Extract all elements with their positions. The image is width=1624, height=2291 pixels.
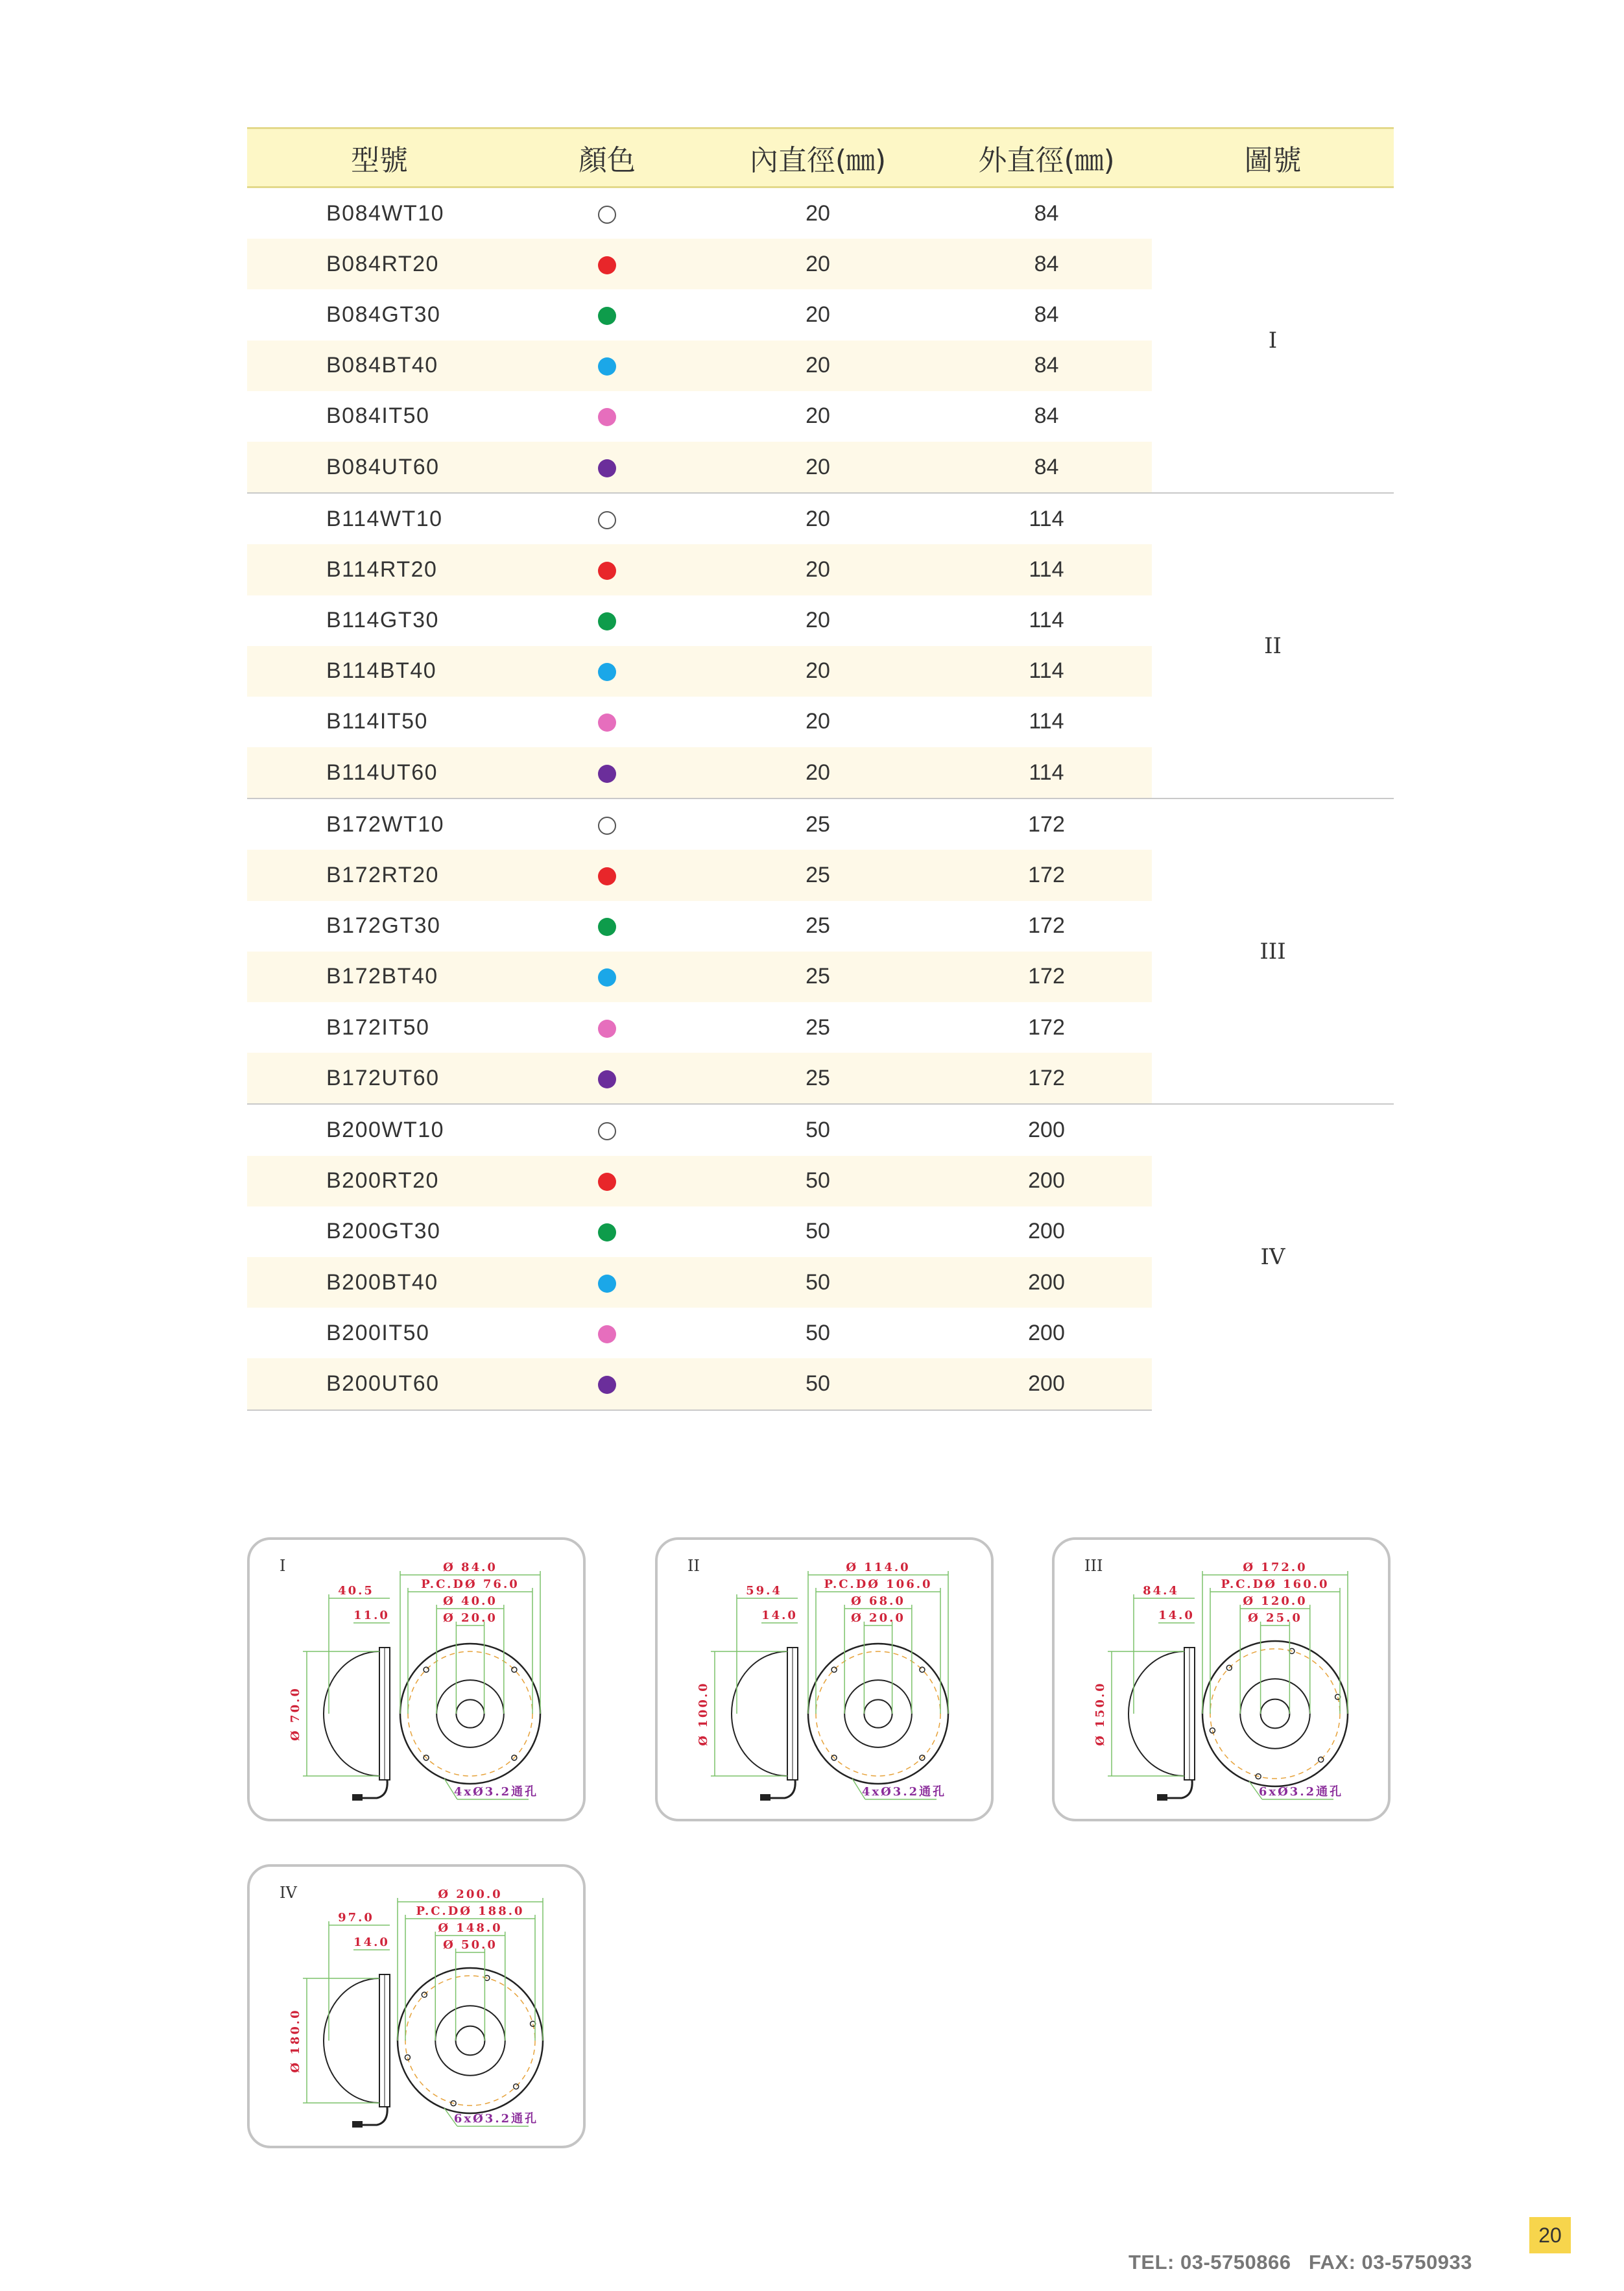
model-cell: B200BT40 [247, 1257, 519, 1308]
dome-outline [324, 1651, 379, 1776]
pink-color-dot [598, 408, 616, 426]
header-inner-diameter: 內直徑(㎜) [695, 128, 941, 187]
inner-diameter-cell: 50 [695, 1257, 941, 1308]
figure-cell: III [1152, 798, 1394, 1104]
outer-diameter-cell: 200 [941, 1358, 1152, 1409]
pcd-circle [816, 1651, 940, 1776]
table-row [247, 493, 1394, 544]
green-color-dot [598, 1223, 616, 1241]
inner-diameter-cell: 20 [806, 302, 830, 327]
color-cell [519, 646, 695, 697]
blue-color-dot [598, 357, 616, 376]
color-cell [519, 1156, 695, 1206]
model-cell: B200RT20 [247, 1156, 519, 1206]
dome-outline [1128, 1651, 1184, 1776]
model-cell: B114UT60 [247, 747, 519, 798]
mount-hole [424, 1667, 429, 1672]
outer-diameter-cell: 84 [941, 239, 1152, 289]
model-cell: B114GT30 [326, 608, 439, 633]
model-cell: B084GT30 [326, 302, 441, 327]
outer-diameter-cell: 172 [1028, 913, 1065, 939]
mount-hole [512, 1667, 517, 1672]
dome-outline [324, 1978, 379, 2103]
white-color-dot [598, 817, 616, 835]
drawing-figure-label: I [280, 1557, 286, 1575]
red-color-dot [598, 562, 616, 580]
mount-hole [831, 1667, 837, 1672]
color-cell [519, 544, 695, 595]
pcd-dim: P.C.DØ 160.0 [1221, 1577, 1330, 1591]
depth-dim: 84.4 [1143, 1584, 1179, 1598]
mid-ring [436, 1680, 504, 1747]
model-cell: B200IT50 [326, 1320, 430, 1345]
drawing-figure-label: III [1084, 1557, 1103, 1575]
color-cell [519, 289, 695, 340]
inner-diameter-cell: 20 [806, 709, 830, 734]
inner-diameter-cell: 20 [695, 493, 941, 544]
mid-diameter-dim: Ø 40.0 [443, 1594, 497, 1608]
red-color-dot [598, 867, 616, 885]
figure-cell: IV [1152, 1104, 1394, 1409]
inner-diameter-cell: 50 [695, 1104, 941, 1155]
inner-diameter-cell: 20 [695, 239, 941, 289]
model-cell: B084BT40 [247, 341, 519, 391]
purple-color-dot [598, 459, 616, 477]
model-cell: B172RT20 [247, 850, 519, 900]
figure-cell: I [1152, 187, 1394, 494]
connector-icon [1157, 1794, 1167, 1801]
model-cell: B200UT60 [247, 1358, 519, 1409]
pcd-circle [405, 1976, 535, 2105]
drawing-svg [1055, 1540, 1391, 1821]
mount-hole [1319, 1757, 1324, 1762]
outer-ring [1202, 1641, 1348, 1786]
table-row [247, 187, 1394, 239]
outer-diameter-cell: 114 [941, 747, 1152, 798]
model-cell: B200GT30 [326, 1219, 441, 1244]
color-cell [519, 1257, 695, 1308]
mid-ring [435, 2006, 505, 2076]
outer-diameter-cell: 172 [1028, 1014, 1065, 1040]
drawing-figure-label: IV [280, 1884, 297, 1902]
height-dim: Ø 180.0 [289, 2008, 302, 2073]
color-cell [519, 1053, 695, 1104]
outer-diameter-cell: 172 [941, 850, 1152, 900]
color-cell [519, 391, 695, 442]
blue-color-dot [598, 1275, 616, 1293]
connector-icon [352, 2121, 363, 2128]
inner-diameter-cell: 20 [695, 646, 941, 697]
inner-diameter-dim: Ø 50.0 [443, 1938, 497, 1952]
pcd-dim: P.C.DØ 106.0 [824, 1577, 933, 1591]
outer-diameter-cell: 200 [941, 1257, 1152, 1308]
model-cell: B114WT10 [247, 493, 519, 544]
dome-outline [732, 1651, 787, 1776]
outer-diameter-cell: 114 [941, 544, 1152, 595]
pink-color-dot [598, 1325, 616, 1343]
page-number: 20 [1529, 2217, 1571, 2253]
outer-diameter-dim: Ø 114.0 [846, 1561, 911, 1574]
drawing-svg [658, 1540, 994, 1821]
purple-color-dot [598, 765, 616, 783]
inner-diameter-cell: 20 [695, 442, 941, 493]
outer-diameter-cell: 84 [941, 442, 1152, 493]
inner-diameter-cell: 50 [806, 1320, 830, 1345]
inner-hole [864, 1699, 892, 1727]
inner-diameter-cell: 20 [695, 544, 941, 595]
model-cell: B114BT40 [247, 646, 519, 697]
spec-table [247, 127, 1394, 1411]
model-cell: B084UT60 [247, 442, 519, 493]
depth-dim: 97.0 [338, 1911, 374, 1925]
pcd-circle [1210, 1649, 1340, 1779]
outer-diameter-cell: 84 [1034, 302, 1059, 327]
inner-diameter-cell: 25 [695, 798, 941, 850]
white-color-dot [598, 206, 616, 224]
mid-ring [1240, 1679, 1310, 1749]
holes-callout: 6xØ3.2通孔 [453, 2112, 539, 2126]
technical-drawing-1 [247, 1537, 586, 1821]
color-cell [519, 901, 695, 952]
color-cell [519, 187, 695, 239]
color-cell [519, 747, 695, 798]
outer-diameter-dim: Ø 200.0 [438, 1888, 503, 1901]
outer-diameter-cell: 200 [1028, 1219, 1065, 1244]
color-cell [519, 1308, 695, 1358]
outer-diameter-cell: 172 [941, 798, 1152, 850]
depth-dim: 40.5 [338, 1584, 374, 1598]
technical-drawing-2 [655, 1537, 994, 1821]
blue-color-dot [598, 968, 616, 987]
inner-diameter-dim: Ø 25.0 [1248, 1611, 1302, 1625]
red-color-dot [598, 1173, 616, 1191]
holes-callout: 6xØ3.2通孔 [1258, 1785, 1344, 1799]
color-cell [519, 493, 695, 544]
color-cell [519, 697, 695, 747]
color-cell [519, 1358, 695, 1409]
model-cell: B114IT50 [326, 709, 428, 734]
holes-callout: 4xØ3.2通孔 [861, 1785, 947, 1799]
depth-dim: 59.4 [746, 1584, 782, 1598]
inner-diameter-dim: Ø 20.0 [443, 1611, 497, 1625]
outer-diameter-cell: 84 [941, 341, 1152, 391]
white-color-dot [598, 1122, 616, 1140]
inner-diameter-cell: 20 [806, 403, 830, 429]
outer-ring [398, 1968, 543, 2113]
header-outer-diameter: 外直徑(㎜) [941, 128, 1152, 187]
technical-drawing-4 [247, 1864, 586, 2148]
inner-diameter-cell: 50 [695, 1358, 941, 1409]
connector-icon [760, 1794, 770, 1801]
color-cell [519, 239, 695, 289]
flange-dim: 14.0 [761, 1609, 798, 1622]
outer-diameter-dim: Ø 172.0 [1243, 1561, 1308, 1574]
flange-dim: 14.0 [1158, 1609, 1195, 1622]
mount-hole [514, 2084, 519, 2089]
outer-diameter-cell: 200 [1028, 1320, 1065, 1345]
color-cell [519, 442, 695, 493]
outer-diameter-cell: 84 [1034, 200, 1059, 226]
outer-diameter-cell: 200 [941, 1104, 1152, 1155]
inner-diameter-cell: 25 [695, 850, 941, 900]
outer-diameter-cell: 114 [941, 493, 1152, 544]
pcd-circle [408, 1651, 532, 1776]
pcd-dim: P.C.DØ 188.0 [416, 1904, 525, 1918]
pink-color-dot [598, 1020, 616, 1038]
mid-ring [844, 1680, 912, 1747]
table-header-row [247, 128, 1394, 187]
outer-diameter-cell: 172 [941, 1053, 1152, 1104]
holes-callout: 4xØ3.2通孔 [453, 1785, 539, 1799]
inner-diameter-cell: 20 [695, 341, 941, 391]
outer-diameter-cell: 172 [941, 952, 1152, 1002]
inner-diameter-cell: 50 [695, 1156, 941, 1206]
red-color-dot [598, 256, 616, 274]
blue-color-dot [598, 663, 616, 681]
height-dim: Ø 70.0 [289, 1686, 302, 1741]
contact-line: TEL: 03-5750866 FAX: 03-5750933 [1128, 2251, 1473, 2273]
inner-diameter-cell: 20 [695, 747, 941, 798]
inner-diameter-cell: 25 [695, 1053, 941, 1104]
color-cell [519, 850, 695, 900]
inner-hole [456, 1699, 484, 1727]
inner-diameter-cell: 20 [806, 608, 830, 633]
header-color: 顏色 [519, 128, 695, 187]
header-figure: 圖號 [1152, 128, 1394, 187]
model-cell: B172WT10 [247, 798, 519, 850]
color-cell [519, 1206, 695, 1257]
mid-diameter-dim: Ø 148.0 [438, 1921, 503, 1935]
model-cell: B084WT10 [326, 200, 445, 226]
table-row [247, 1104, 1394, 1155]
white-color-dot [598, 511, 616, 529]
inner-diameter-cell: 25 [806, 1014, 830, 1040]
outer-diameter-cell: 114 [941, 646, 1152, 697]
inner-hole [456, 2026, 485, 2056]
outer-diameter-cell: 114 [1029, 709, 1064, 734]
model-cell: B172GT30 [326, 913, 441, 939]
header-model: 型號 [247, 128, 519, 187]
inner-diameter-cell: 25 [695, 952, 941, 1002]
mount-hole [920, 1667, 925, 1672]
inner-diameter-cell: 20 [806, 200, 830, 226]
pcd-dim: P.C.DØ 76.0 [421, 1577, 519, 1591]
model-cell: B084RT20 [247, 239, 519, 289]
color-cell [519, 798, 695, 850]
outer-diameter-cell: 114 [1029, 608, 1064, 633]
flange-dim: 14.0 [353, 1936, 390, 1949]
outer-diameter-cell: 200 [941, 1156, 1152, 1206]
model-cell: B172BT40 [247, 952, 519, 1002]
outer-diameter-cell: 84 [1034, 403, 1059, 429]
connector-icon [352, 1794, 363, 1801]
drawing-svg [250, 1867, 586, 2148]
model-cell: B172IT50 [326, 1014, 430, 1040]
model-cell: B084IT50 [326, 403, 430, 429]
outer-ring [808, 1644, 948, 1784]
color-cell [519, 1104, 695, 1155]
model-cell: B200WT10 [247, 1104, 519, 1155]
outer-diameter-dim: Ø 84.0 [443, 1561, 497, 1574]
green-color-dot [598, 918, 616, 936]
pink-color-dot [598, 714, 616, 732]
drawing-figure-label: II [687, 1557, 700, 1575]
color-cell [519, 952, 695, 1002]
color-cell [519, 341, 695, 391]
purple-color-dot [598, 1376, 616, 1394]
mid-diameter-dim: Ø 120.0 [1243, 1594, 1308, 1608]
color-cell [519, 1002, 695, 1053]
table-body [247, 187, 1394, 1410]
mid-diameter-dim: Ø 68.0 [851, 1594, 905, 1608]
technical-drawing-3 [1052, 1537, 1391, 1821]
model-cell: B114RT20 [247, 544, 519, 595]
color-cell [519, 595, 695, 646]
inner-diameter-cell: 25 [806, 913, 830, 939]
inner-diameter-cell: 50 [806, 1219, 830, 1244]
height-dim: Ø 100.0 [697, 1681, 710, 1746]
inner-diameter-dim: Ø 20.0 [851, 1611, 905, 1625]
green-color-dot [598, 612, 616, 630]
inner-hole [1261, 1699, 1290, 1729]
height-dim: Ø 150.0 [1093, 1681, 1107, 1746]
green-color-dot [598, 307, 616, 325]
flange-dim: 11.0 [353, 1609, 390, 1622]
figure-cell: II [1152, 493, 1394, 798]
model-cell: B172UT60 [247, 1053, 519, 1104]
purple-color-dot [598, 1070, 616, 1088]
table-row [247, 798, 1394, 850]
outer-ring [400, 1644, 540, 1784]
drawing-svg [250, 1540, 586, 1821]
